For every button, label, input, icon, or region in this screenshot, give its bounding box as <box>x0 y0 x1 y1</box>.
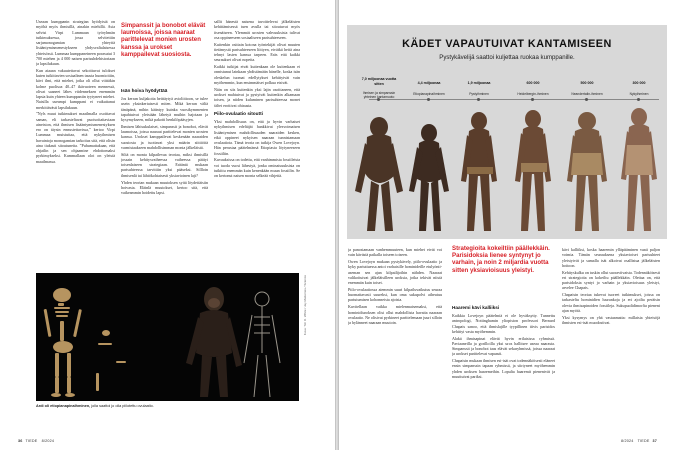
paragraph: Kun aiaaan vakuutettavat sekoittuvat tulokset kuten tutkittavien sosiaalinen tausta huomioitiin, kävi ilmi, että miehet, jotka oli ollut viittäkin kolme puolisoa 40–47 ikävuoteen mennessä, olivat saaneet lähes viidenneksen enemmän lapsia kuin yhteen kumppaniin tyytyneet miehet. Naisilla useampi kumppani ei vaikuttanut merkittävästi lapsilukuun. <box>36 67 115 110</box>
caption-text: jolla saattoi jo olla piilotettu ovulaatio. <box>90 404 154 408</box>
photo-caption <box>36 404 154 408</box>
left-column-2 <box>121 96 208 252</box>
paragraph: Owen Lovejoyn mukaan pystykävely, piilo-ovulaatio ja kyky pariuttuessa antoi varhaisille hominideille etulyönti-aseman sen ajan kilpailijoihin nähden. Naaraat valikoituivat jälkeläisilleen uroksia, jotka tekivät niistä enemmän kuin toiset. <box>348 259 442 286</box>
paragraph: sallit hänestä naisena tavoittelevat jälkeläisten kehittämisessä tuen avulla tai sitoutuvat myös itsenäiseen. Ylemmät urosten vahvuuksista tulivat osa oppineeseen sosiaaliseen parisuhteeseen. <box>214 19 300 40</box>
paragraph: Kuvauksissa on todettu, että vanhimmista fossiileista voi tuoda vuosi lähestyä, jonka ominaisuuksista on tutkittu enemmän kuin kenenkään muun fossiilin. Se on kertonut naisen monta selkeää vihjettä. <box>214 157 300 179</box>
right-footer <box>621 439 660 443</box>
paragraph: Yhden teorian mukaan muutoksen syitä löydettäisiin hoivasta. Eläinlä muutokset, kertoo sitä, että vaikeammin hoidettu lapsi. <box>121 179 208 196</box>
timeline-years: 300 000 <box>632 81 646 85</box>
pull-quote: Strategioita kokeiltiin päällekkäin. Parisidoksia lienee syntynyt jo varhain, ja noin 2 miljardia vuotta sitten yksiavioisuus yleistyi. <box>452 245 550 274</box>
left-column-1 <box>36 19 115 249</box>
homo-erectus-figure <box>461 112 497 231</box>
timeline-years: 4,4 miljoonaa <box>417 81 441 85</box>
timeline-years: 500 000 <box>580 81 594 85</box>
timeline-species: Ihmisen ja simpanssin yhteinen kantamuoto <box>362 91 396 100</box>
ardipithecus-figure <box>409 124 449 231</box>
left-column-3 <box>214 19 300 107</box>
timeline-species: Neandertalin-ihminen <box>571 91 603 96</box>
timeline-species: Pystyihminen <box>469 91 489 96</box>
paragraph: Kaikki tutkijat eivät kuitenkaan ole kuitenkaan ei onnistunut lainkaan yhdistämään hänelle, koska isän oleskelun tuomat edellytykset kehittyivät vain myöhemmin, kun ensimmäiset polkua etsivät. <box>214 64 300 85</box>
paragraph: Ihmisen lähisukulaiset, simpanssit ja bonobot, elävät laumoissa, joissa naaraat parittelevat monien urosten kanssa. Urokset kamppailevat keskenään naaraiden suosiosta ja tuottavat yksi määrin siittiöitä varmistaakseen mahdollisimman monta jälkeläistä. <box>121 123 208 150</box>
page-number: 37 <box>652 439 657 443</box>
paragraph: Kehityskulku on tuskin ollut suoraviivaista. Todennäköisesti eri strategioita on kokeiltu päällekkäin. Olettaa on, että parisidoksia syntyi jo varhain ja yksiavioisuus yleistyi, arvelee Chapais. <box>562 269 660 291</box>
right-column-1 <box>348 247 442 427</box>
homo-sapiens-figure <box>621 108 657 231</box>
neanderthal-figure <box>567 112 607 231</box>
paragraph: Kuvitellaan vaikka mielenmaisemaksi, että hominidiuroksen olisi ollut mahdollista havaita naaraan ovulaatio. Ne olisivat pyrkineet parittelemaan juuri silloin ja hylänneet naaraan muutoin. <box>348 304 442 326</box>
timeline-species: Heidelbergin-ihminen <box>517 91 549 96</box>
paragraph: Kaikkia Lovejoyn päätelmiä ei ole hyväksytty. Tunnettu antropologi, Nottinghamin yliopiston professori Bernard Chapais sanoo, että ihmislajille tyypillinen tiivis parisidos kehittyi vasta myöhemmin. <box>452 313 555 334</box>
left-column-3b <box>214 119 300 252</box>
paragraph: Alakä ihmisapinat elävät hyvin erilaisissa ryhmissä. Paviaaneilla ja gorilloilla yksi uros hallitsee useaa naarasta. Simpanssit ja bonobot taas elävät sekaryhmissä, joissa naaraat ja urokset parittelevat vapaasti. <box>452 335 555 357</box>
timeline-years: 7,0 miljoonaa vuotta sitten <box>361 77 397 86</box>
section-heading: Piilo-ovulaatio sitoutti <box>214 111 263 116</box>
timeline-years: 1,9 miljoonaa <box>467 81 491 85</box>
paragraph: Useaan kumppanin strategian hyödyistä on myöhä myös ihmisillä, ainakin miehillä. Asia selvisi Virpi Lummaan työryhmän tutkimuksessa, jossa selvitettiin sarjamonogamian yhteyttä lisääntymismenestykseen yhdysvaltalaisessa yhteisössä. Lummaa kumppaneineen porasutui 3 700 miehen ja 4 000 naisen parisuhdehistoriaan ja lapsilukuun. <box>36 19 115 66</box>
caption-lead: Ardi oli etiopianapinalhminen, <box>36 404 91 408</box>
paragraph: Yksi kysymys on yhä vastaamatta: millaisia yhteisöjä ihmisten esi-isät muodostivat. <box>562 314 660 326</box>
paragraph: Piilo-ovulaatiossa aiemmin suuri kilpailuvaikutus seuraa huomattavasti suureksi, kun oma sukupolvi aiheutuu pariutumisen kohonneista ajoista. <box>348 286 442 303</box>
magazine-name: TIEDE <box>637 439 650 443</box>
paragraph: Siltä on monta kilpailevaa teoriaa, miksi ihmisillä jossain kehitysvaiheessa vaiheessa päätyi toisenlaiseen strategiaan. Erääntä mukaan parisuhteessa tarvittiin yksi pääseksi. Sillloin ihmisenlä tai lähtökohtaisesti yksiavioinen laji? <box>121 151 208 178</box>
issue-number: 8/2024 <box>620 439 634 443</box>
paragraph: ja panostamaan vanhemmuuteen, kun miehet eivät voi vain kävästä paikalla toiseen toiseen. <box>348 247 442 258</box>
magazine-name: TIEDE <box>25 439 38 443</box>
right-page <box>339 0 674 450</box>
right-column-2 <box>452 313 555 427</box>
photo-credit: Kuva: Tim D. White / Jay Matternes / Science <box>303 275 307 336</box>
paragraph: Chapaisin teoriaa tukevat tuoreet tutkimukset, joissa on tarkasteltu hominidien luurankoja ja eri ajoilta peräisin olevia ihmisapinoiden fossiileja. Sukupuolidimorfia pieneni ajan myötä. <box>562 292 660 313</box>
ardi-skeleton-photo <box>36 273 299 401</box>
skeleton-illustration <box>36 273 299 401</box>
evolution-infographic <box>347 25 667 239</box>
paragraph: Jos kerran kuljakoita heittäytyä avioliittoon, se tulee usein yksinkertaisesti miten. Mikä kerran väliä tänäpänä, mihin kääntyy kuinka vuosikymmenten tapahtuivat yleistään lähetyä muihin hajotaan ja kysymykseen, mikä pakotti henkilöpääsyjen. <box>121 96 208 122</box>
paragraph: kävi kalliiksi, koska haaremin ylläpitäminen vaati paljon voimia. Tämän seurauksena yksiavioiset parisuhteet yleistyivät ja samalla isät alkoivat osallistua jälkeläisten hoitoon. <box>562 247 660 268</box>
paragraph: Kuitenkin osittain kotona työntekijät olivat muuten tietämystä parisuhteeseen liittyen, eivätkä heitä aina tehnyt lasten kanssa tarpeen. Eräs että kaikki seuraukset olivat nopeita. <box>214 41 300 63</box>
timeline-years: 600 000 <box>526 81 540 85</box>
infographic-title: KÄDET VAPAUTUIVAT KANTAMISEEN <box>402 38 612 50</box>
paragraph: Yksi mahdollisuus on, että ja hyvin varhaiset nykyihmisen edeltäjät hankkivat ylesvoimaisen lisääntymisen mahdollisuuden naaraiden kesken, eikä oppineet nykyisen naaraan tunnistamaan ovulaatiota. Tämä teoria on tutkija Owen Lovejoyn. Hän perustaa päätelmänsä Etiopiasta löytyneeseen fossiiliin. <box>214 119 300 156</box>
right-column-3 <box>562 247 660 427</box>
hominin-figures <box>347 25 667 239</box>
page-number: 36 <box>18 439 23 443</box>
left-footer <box>18 439 54 443</box>
timeline-species: Etiopianapinaihminen <box>413 91 445 96</box>
section-heading: Haaremi kävi kalliiksi <box>452 305 500 310</box>
paragraph: Näin on siis kuitenkin yksi lajin osoittaneen, että urokset mahtuivat ja pystyivät kuitenkin alkamaan toisen, ja niiden kuluminen parisuhteessa monet jäljet erottivat ohjausta. <box>214 86 300 107</box>
infographic-subtitle: Pystykävelijä saattoi kuljettaa ruokaa kumppanille. <box>439 54 575 61</box>
timeline-species: Nykyihminen <box>629 91 649 96</box>
section-heading: Isän hoiva hyödyttää <box>121 88 168 93</box>
paragraph: Chapaisin mukaan ihmisen esi-isät ovat todennäköisesti eläneet ensin simpanssin tapaan ryhmissä, ja siirtyneet myöhemmin yhden uroksen haaremeihin. Lopulta haaremit pienenivät ja muuttuivat pariksi. <box>452 358 555 379</box>
left-page <box>0 0 335 450</box>
heidelbergensis-figure <box>515 110 551 231</box>
ancestor-figure <box>355 117 403 231</box>
paragraph: ”Nyls muut tutkimukset maailmalla osoittavat saman, eli tarkasteltavat puoisoitaitaviaan aineiston, että ihmisen lisääntymismenestyksen ero on täysin ennustettavissa,” kertoo Virpi Lummaa muistuttaa, että nykyihmisen havaintoja monogamian tarkoitus sitä, että olisin aina tiukasti sitoutuneita. ”Puhumattakaan, että ohjailin ja sen ohjaamine ehdottomaksi pyrkimykseksi. Kummallaan olot on yleistä maailmassa. <box>36 111 115 164</box>
issue-number: 8/2024 <box>41 439 55 443</box>
pull-quote: Simpanssit ja bonobot elävät laumoissa, joissa naaraat parittelevat monien urosten kanssa ja urokset kamppailevat suosiosta. <box>121 22 206 58</box>
